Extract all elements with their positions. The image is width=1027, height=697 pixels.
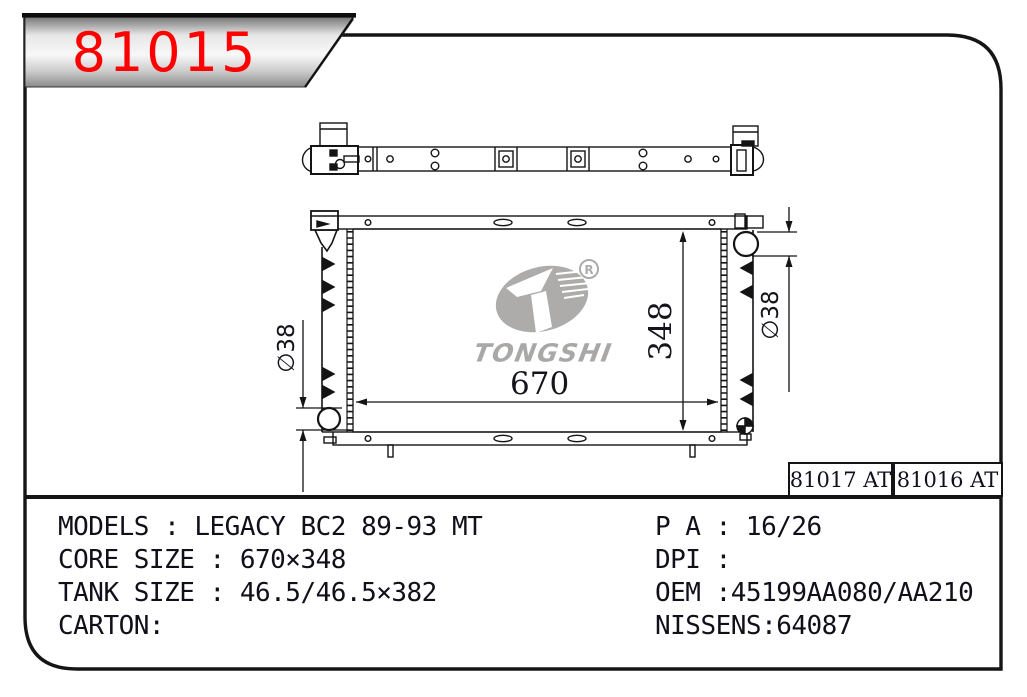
spec-nissens: NISSENS:64087 (655, 611, 852, 641)
core-width-label: 670 (510, 366, 570, 402)
variant-tag-81017: 81017 AT (788, 462, 893, 497)
top-view-right-fitting (731, 126, 764, 175)
registered-trademark-letter: R (584, 263, 594, 277)
drain-plug (736, 417, 754, 440)
left-port (318, 408, 340, 430)
radiator-front-view (311, 211, 763, 457)
right-port-diameter-label: ∅38 (758, 290, 784, 340)
core-height-label: 348 (643, 301, 679, 361)
left-port-diameter-label: ∅38 (274, 323, 300, 373)
tongshi-wordmark: TONGSHI (471, 338, 615, 368)
right-port (734, 232, 758, 256)
spec-carton: CARTON: (58, 611, 165, 641)
part-number: 81015 (71, 20, 259, 84)
top-view-left-fitting (303, 123, 360, 174)
spec-core-size: CORE SIZE : 670×348 (58, 545, 346, 575)
spec-oem: OEM :45199AA080/AA210 (655, 578, 974, 608)
specs-right-column (655, 511, 973, 643)
radiator-top-view (303, 123, 764, 175)
filler-cap (311, 211, 338, 230)
variant-tag-81016: 81016 AT (893, 462, 1003, 497)
spec-pa: P A : 16/26 (655, 512, 822, 542)
spec-dpi: DPI : (655, 545, 731, 575)
spec-tank-size: TANK SIZE : 46.5/46.5×382 (58, 578, 437, 608)
tongshi-logo-icon (488, 256, 598, 342)
spec-models: MODELS : LEGACY BC2 89-93 MT (58, 512, 483, 542)
specs-left-column (58, 511, 482, 643)
